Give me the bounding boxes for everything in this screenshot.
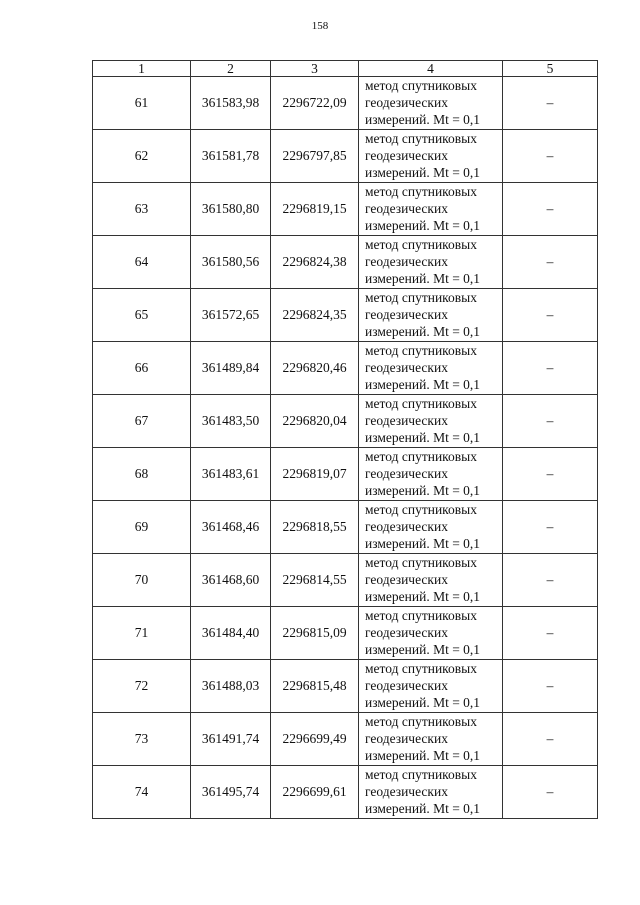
table-row	[93, 183, 598, 236]
method-cell	[359, 289, 503, 342]
table-row	[93, 342, 598, 395]
header-col-2: 2	[191, 61, 271, 77]
method-text-line: геодезических	[365, 519, 448, 534]
note-cell: –	[503, 77, 598, 130]
method-text-line: геодезических	[365, 625, 448, 640]
method-text-line: геодезических	[365, 731, 448, 746]
note-cell: –	[503, 501, 598, 554]
method-text-line: геодезических	[365, 201, 448, 216]
method-cell	[359, 660, 503, 713]
coordinate-y: 2296819,07	[271, 448, 359, 501]
table-row	[93, 713, 598, 766]
note-cell: –	[503, 448, 598, 501]
coordinate-x: 361468,60	[191, 554, 271, 607]
coordinates-table	[92, 60, 598, 819]
note-cell: –	[503, 713, 598, 766]
point-number: 70	[93, 554, 191, 607]
coordinate-x: 361489,84	[191, 342, 271, 395]
table-row	[93, 236, 598, 289]
method-text-line: измерений. Mt = 0,1	[365, 483, 481, 498]
method-text-line: геодезических	[365, 678, 448, 693]
method-text-line: метод спутниковых	[365, 555, 477, 570]
method-text-line: геодезических	[365, 307, 448, 322]
method-text-line: геодезических	[365, 148, 448, 163]
table-body	[93, 77, 598, 819]
method-text-line: измерений. Mt = 0,1	[365, 218, 481, 233]
table-row	[93, 395, 598, 448]
point-number: 67	[93, 395, 191, 448]
note-cell: –	[503, 289, 598, 342]
table-row	[93, 77, 598, 130]
coordinate-y: 2296797,85	[271, 130, 359, 183]
method-cell	[359, 236, 503, 289]
point-number: 69	[93, 501, 191, 554]
note-cell: –	[503, 554, 598, 607]
coordinate-y: 2296814,55	[271, 554, 359, 607]
coordinate-y: 2296819,15	[271, 183, 359, 236]
coordinate-x: 361483,50	[191, 395, 271, 448]
coordinate-y: 2296820,46	[271, 342, 359, 395]
table-row	[93, 766, 598, 819]
table-row	[93, 554, 598, 607]
method-text-line: метод спутниковых	[365, 608, 477, 623]
method-text-line: измерений. Mt = 0,1	[365, 695, 481, 710]
method-text-line: измерений. Mt = 0,1	[365, 112, 481, 127]
coordinate-x: 361580,56	[191, 236, 271, 289]
coordinate-x: 361488,03	[191, 660, 271, 713]
table-row	[93, 501, 598, 554]
coordinate-x: 361495,74	[191, 766, 271, 819]
header-col-1: 1	[93, 61, 191, 77]
method-text-line: метод спутниковых	[365, 131, 477, 146]
method-text-line: измерений. Mt = 0,1	[365, 642, 481, 657]
coordinate-y: 2296820,04	[271, 395, 359, 448]
method-text-line: метод спутниковых	[365, 290, 477, 305]
point-number: 66	[93, 342, 191, 395]
coordinate-x: 361491,74	[191, 713, 271, 766]
coordinate-x: 361572,65	[191, 289, 271, 342]
header-col-4: 4	[359, 61, 503, 77]
coordinate-x: 361583,98	[191, 77, 271, 130]
note-cell: –	[503, 130, 598, 183]
method-cell	[359, 130, 503, 183]
point-number: 62	[93, 130, 191, 183]
coordinate-x: 361484,40	[191, 607, 271, 660]
header-col-5: 5	[503, 61, 598, 77]
method-text-line: измерений. Mt = 0,1	[365, 165, 481, 180]
method-cell	[359, 501, 503, 554]
coordinate-x: 361580,80	[191, 183, 271, 236]
point-number: 71	[93, 607, 191, 660]
coordinate-y: 2296815,09	[271, 607, 359, 660]
note-cell: –	[503, 395, 598, 448]
method-text-line: геодезических	[365, 413, 448, 428]
point-number: 68	[93, 448, 191, 501]
method-text-line: метод спутниковых	[365, 78, 477, 93]
method-text-line: метод спутниковых	[365, 767, 477, 782]
method-text-line: измерений. Mt = 0,1	[365, 377, 481, 392]
method-cell	[359, 766, 503, 819]
table-row	[93, 660, 598, 713]
coordinate-y: 2296699,49	[271, 713, 359, 766]
method-text-line: метод спутниковых	[365, 343, 477, 358]
note-cell: –	[503, 766, 598, 819]
coordinate-y: 2296818,55	[271, 501, 359, 554]
method-text-line: геодезических	[365, 572, 448, 587]
table-row	[93, 607, 598, 660]
coordinate-y: 2296824,38	[271, 236, 359, 289]
method-text-line: геодезических	[365, 784, 448, 799]
method-cell	[359, 183, 503, 236]
note-cell: –	[503, 342, 598, 395]
method-text-line: геодезических	[365, 360, 448, 375]
method-text-line: геодезических	[365, 95, 448, 110]
point-number: 73	[93, 713, 191, 766]
table-header-row	[93, 61, 598, 77]
method-text-line: измерений. Mt = 0,1	[365, 536, 481, 551]
method-text-line: измерений. Mt = 0,1	[365, 589, 481, 604]
coordinate-x: 361483,61	[191, 448, 271, 501]
header-col-3: 3	[271, 61, 359, 77]
method-cell	[359, 448, 503, 501]
method-text-line: измерений. Mt = 0,1	[365, 430, 481, 445]
method-cell	[359, 554, 503, 607]
method-text-line: измерений. Mt = 0,1	[365, 748, 481, 763]
point-number: 64	[93, 236, 191, 289]
method-text-line: метод спутниковых	[365, 449, 477, 464]
method-text-line: метод спутниковых	[365, 661, 477, 676]
method-text-line: метод спутниковых	[365, 714, 477, 729]
method-text-line: метод спутниковых	[365, 502, 477, 517]
method-text-line: метод спутниковых	[365, 184, 477, 199]
method-cell	[359, 395, 503, 448]
coordinate-y: 2296824,35	[271, 289, 359, 342]
method-text-line: метод спутниковых	[365, 396, 477, 411]
point-number: 74	[93, 766, 191, 819]
note-cell: –	[503, 607, 598, 660]
coordinate-x: 361468,46	[191, 501, 271, 554]
method-text-line: измерений. Mt = 0,1	[365, 801, 481, 816]
table-row	[93, 448, 598, 501]
method-cell	[359, 607, 503, 660]
method-text-line: измерений. Mt = 0,1	[365, 271, 481, 286]
point-number: 65	[93, 289, 191, 342]
method-text-line: геодезических	[365, 254, 448, 269]
coordinate-y: 2296815,48	[271, 660, 359, 713]
note-cell: –	[503, 660, 598, 713]
table-row	[93, 289, 598, 342]
point-number: 72	[93, 660, 191, 713]
method-cell	[359, 77, 503, 130]
note-cell: –	[503, 183, 598, 236]
point-number: 61	[93, 77, 191, 130]
coordinate-x: 361581,78	[191, 130, 271, 183]
table-row	[93, 130, 598, 183]
method-cell	[359, 342, 503, 395]
note-cell: –	[503, 236, 598, 289]
page-number: 158	[311, 20, 329, 32]
coordinate-y: 2296699,61	[271, 766, 359, 819]
method-cell	[359, 713, 503, 766]
method-text-line: метод спутниковых	[365, 237, 477, 252]
method-text-line: геодезических	[365, 466, 448, 481]
method-text-line: измерений. Mt = 0,1	[365, 324, 481, 339]
coordinate-y: 2296722,09	[271, 77, 359, 130]
point-number: 63	[93, 183, 191, 236]
